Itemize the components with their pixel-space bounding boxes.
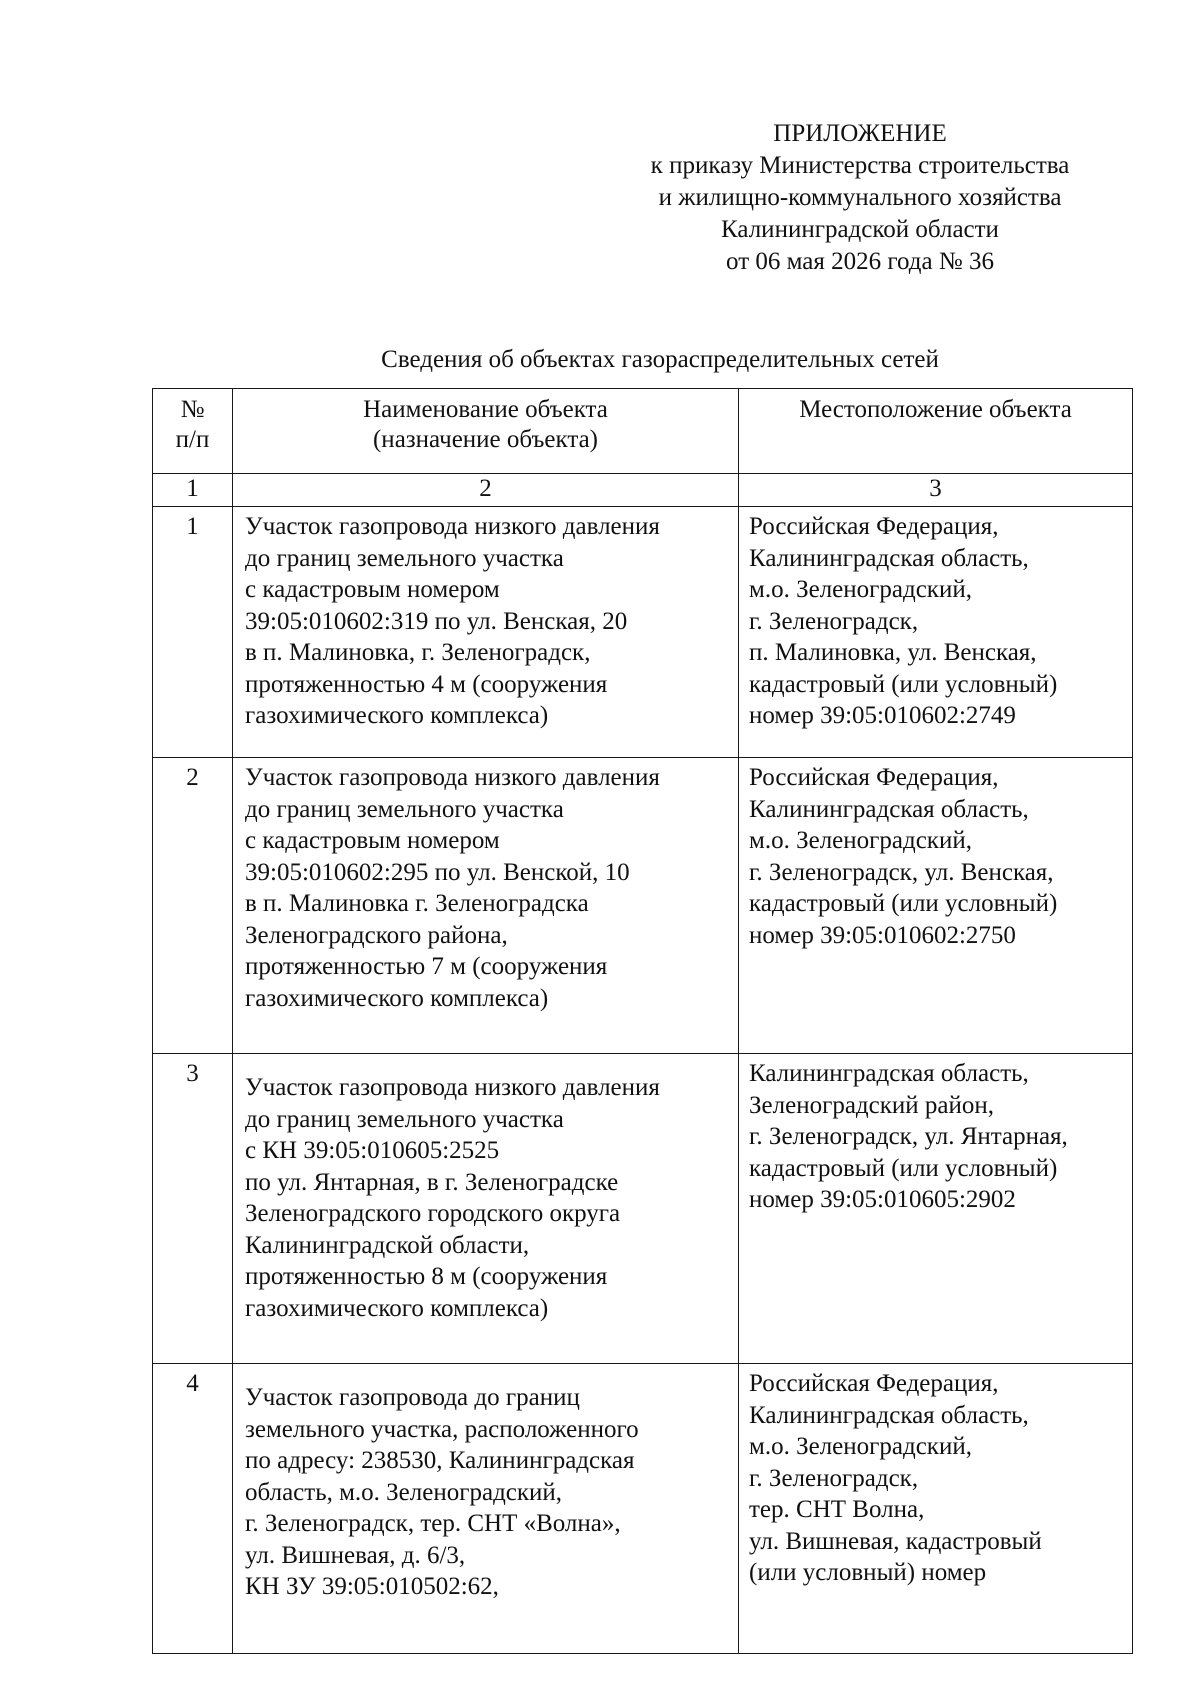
- document-title: Сведения об объектах газораспределительных сетей: [381, 346, 939, 373]
- object-name-line: протяженностью 4 м (сооружения: [245, 670, 608, 698]
- object-name-cell: [233, 1054, 739, 1364]
- header-name-label: Наименование объекта: [363, 396, 608, 423]
- objects-table: [152, 388, 1133, 1654]
- object-name-line: Участок газопровода низкого давления: [245, 1074, 660, 1101]
- object-name-line: протяженностью 8 м (сооружения: [245, 1263, 608, 1290]
- object-name-line: Калининградской области,: [245, 1231, 530, 1259]
- object-location-line: м.о. Зеленоградский,: [749, 1433, 972, 1460]
- object-name-line: газохимического комплекса): [245, 984, 549, 1012]
- object-name-line: Участок газопровода низкого давления: [245, 764, 660, 791]
- table-header-row: [153, 389, 1133, 474]
- object-name-line: 39:05:010602:295 по ул. Венской, 10: [245, 858, 630, 886]
- object-location-line: Калининградская область,: [749, 1060, 1029, 1087]
- object-name-line: Зеленоградского района,: [245, 921, 508, 949]
- object-location-line: кадастровый (или условный): [749, 1154, 1058, 1182]
- column-number: 2: [233, 474, 739, 507]
- object-location-line: номер 39:05:010605:2902: [749, 1186, 1016, 1213]
- object-location-line: г. Зеленоградск, ул. Янтарная,: [749, 1123, 1068, 1150]
- object-location-line: г. Зеленоградск,: [749, 1464, 919, 1492]
- object-name-line: с КН 39:05:010605:2525: [245, 1137, 500, 1164]
- object-name-cell: [233, 758, 739, 1054]
- object-location-line: Российская Федерация,: [749, 513, 999, 540]
- object-name-line: в п. Малиновка, г. Зеленоградск,: [245, 639, 591, 666]
- object-location-line: м.о. Зеленоградский,: [749, 827, 972, 854]
- object-name-line: КН ЗУ 39:05:010502:62,: [245, 1573, 499, 1600]
- object-name-line: до границ земельного участка: [245, 795, 564, 823]
- column-number: 3: [739, 474, 1133, 507]
- object-location-line: ул. Вишневая, кадастровый: [749, 1527, 1042, 1555]
- header-location-label: Местоположение объекта: [799, 396, 1072, 423]
- appendix-header: [590, 118, 1130, 278]
- object-name-line: по ул. Янтарная, в г. Зеленоградске: [245, 1168, 619, 1196]
- table-rows: [153, 507, 1133, 1654]
- row-number: 4: [153, 1364, 233, 1654]
- appendix-order-date: от 06 мая 2026 года № 36: [726, 248, 994, 275]
- object-location-cell: [739, 1364, 1133, 1654]
- object-name-line: Участок газопровода до границ: [245, 1384, 580, 1411]
- appendix-line: к приказу Министерства строительства: [650, 152, 1070, 179]
- object-location-line: (или условный) номер: [749, 1559, 987, 1586]
- object-name-line: земельного участка, расположенного: [245, 1415, 639, 1443]
- object-location-line: Российская Федерация,: [749, 1370, 999, 1397]
- object-name-cell: [233, 507, 739, 758]
- object-name-line: по адресу: 238530, Калининградская: [245, 1447, 635, 1474]
- appendix-title: ПРИЛОЖЕНИЕ: [773, 120, 947, 147]
- object-name-line: область, м.о. Зеленоградский,: [245, 1478, 563, 1506]
- object-name-line: ул. Вишневая, д. 6/3,: [245, 1541, 466, 1569]
- object-location-line: п. Малиновка, ул. Венская,: [749, 639, 1037, 666]
- object-location-line: номер 39:05:010602:2749: [749, 702, 1016, 729]
- appendix-line: и жилищно-коммунального хозяйства: [658, 184, 1062, 211]
- header-name-purpose: (назначение объекта): [372, 426, 598, 453]
- object-location-line: кадастровый (или условный): [749, 890, 1058, 917]
- object-location-line: г. Зеленоградск, ул. Венская,: [749, 858, 1054, 886]
- object-location-cell: [739, 1054, 1133, 1364]
- object-location-cell: [739, 758, 1133, 1054]
- header-number-label: п/п: [175, 426, 210, 453]
- row-number: 1: [153, 507, 233, 758]
- object-location-line: номер 39:05:010602:2750: [749, 921, 1016, 949]
- object-name-line: с кадастровым номером: [245, 827, 500, 854]
- header-name: [233, 389, 739, 474]
- table-row: [153, 1054, 1133, 1364]
- appendix-line: Калининградской области: [721, 216, 999, 243]
- object-location-cell: [739, 507, 1133, 758]
- object-location-line: Калининградская область,: [749, 544, 1029, 572]
- header-number: [153, 389, 233, 474]
- object-location-line: г. Зеленоградск,: [749, 607, 919, 635]
- object-name-line: до границ земельного участка: [245, 1105, 564, 1133]
- object-location-line: Калининградская область,: [749, 1401, 1029, 1429]
- object-name-line: Зеленоградского городского округа: [245, 1200, 621, 1227]
- row-number: 2: [153, 758, 233, 1054]
- column-number-row: [153, 474, 1133, 507]
- object-location-line: кадастровый (или условный): [749, 670, 1058, 698]
- row-number: 3: [153, 1054, 233, 1364]
- object-name-line: с кадастровым номером: [245, 576, 500, 603]
- object-name-line: Участок газопровода низкого давления: [245, 513, 660, 540]
- column-number: 1: [153, 474, 233, 507]
- object-name-line: в п. Малиновка г. Зеленоградска: [245, 890, 589, 917]
- object-name-line: г. Зеленоградск, тер. СНТ «Волна»,: [245, 1510, 621, 1537]
- object-location-line: Зеленоградский район,: [749, 1091, 994, 1119]
- object-location-line: тер. СНТ Волна,: [749, 1496, 925, 1523]
- table-row: [153, 507, 1133, 758]
- object-location-line: м.о. Зеленоградский,: [749, 576, 972, 603]
- object-name-line: 39:05:010602:319 по ул. Венская, 20: [245, 607, 628, 635]
- header-number-symbol: №: [180, 396, 205, 423]
- object-name-cell: [233, 1364, 739, 1654]
- object-location-line: Российская Федерация,: [749, 764, 999, 791]
- header-location: [739, 389, 1133, 474]
- object-name-line: газохимического комплекса): [245, 1294, 549, 1322]
- table-row: [153, 758, 1133, 1054]
- table-row: [153, 1364, 1133, 1654]
- object-name-line: протяженностью 7 м (сооружения: [245, 953, 608, 980]
- object-name-line: до границ земельного участка: [245, 544, 564, 572]
- object-location-line: Калининградская область,: [749, 795, 1029, 823]
- object-name-line: газохимического комплекса): [245, 702, 549, 729]
